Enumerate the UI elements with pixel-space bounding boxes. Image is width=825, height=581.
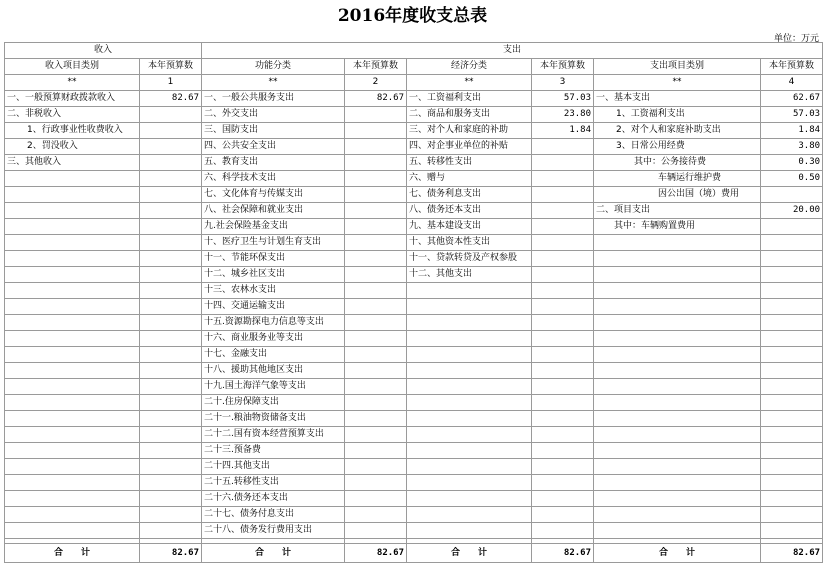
expense-value-cell: 3.80 (761, 139, 823, 155)
expense-category-cell (594, 491, 761, 507)
economic-category-cell: 四、对企事业单位的补贴 (407, 139, 532, 155)
functional-value-cell (345, 395, 407, 411)
table-row (5, 155, 823, 171)
expense-value-cell: 0.30 (761, 155, 823, 171)
table-row (5, 427, 823, 443)
code-cell: 3 (532, 75, 594, 91)
income-value-cell (140, 315, 202, 331)
expense-category-cell: 2、对个人和家庭补助支出 (594, 123, 761, 139)
table-row (5, 347, 823, 363)
table-row (5, 187, 823, 203)
income-category-cell (5, 347, 140, 363)
table-row (5, 251, 823, 267)
economic-value-cell (532, 171, 594, 187)
expense-category-cell: 其中：公务接待费 (594, 155, 761, 171)
functional-category-cell: 二十七、债务付息支出 (202, 507, 345, 523)
economic-category-cell (407, 331, 532, 347)
table-row (5, 267, 823, 283)
expense-value-cell (761, 299, 823, 315)
economic-category-cell (407, 459, 532, 475)
table-row (5, 507, 823, 523)
expense-value-cell: 1.84 (761, 123, 823, 139)
col-budget: 本年预算数 (345, 59, 407, 75)
income-value-cell (140, 123, 202, 139)
column-header-row (5, 59, 823, 75)
economic-category-cell (407, 347, 532, 363)
functional-category-cell: 二十.住房保障支出 (202, 395, 345, 411)
income-category-cell (5, 203, 140, 219)
income-value-cell (140, 219, 202, 235)
expense-value-cell (761, 427, 823, 443)
economic-value-cell (532, 203, 594, 219)
income-category-cell (5, 507, 140, 523)
functional-category-cell: 十八、援助其他地区支出 (202, 363, 345, 379)
total-value: 82.67 (345, 544, 407, 563)
code-cell: ** (202, 75, 345, 91)
functional-value-cell (345, 235, 407, 251)
table-row (5, 475, 823, 491)
economic-category-cell (407, 443, 532, 459)
economic-category-cell (407, 491, 532, 507)
functional-value-cell (345, 475, 407, 491)
expense-value-cell (761, 379, 823, 395)
table-row (5, 171, 823, 187)
expense-category-cell: 1、工资福利支出 (594, 107, 761, 123)
income-category-cell: 三、其他收入 (5, 155, 140, 171)
income-category-cell (5, 523, 140, 539)
expense-category-cell: 其中：车辆购置费用 (594, 219, 761, 235)
functional-value-cell (345, 107, 407, 123)
code-cell: ** (594, 75, 761, 91)
income-value-cell (140, 251, 202, 267)
economic-value-cell (532, 187, 594, 203)
expense-value-cell: 20.00 (761, 203, 823, 219)
economic-category-cell: 七、债务利息支出 (407, 187, 532, 203)
expense-category-cell (594, 251, 761, 267)
economic-value-cell (532, 523, 594, 539)
income-value-cell (140, 139, 202, 155)
functional-value-cell: 82.67 (345, 91, 407, 107)
income-category-cell (5, 299, 140, 315)
economic-value-cell (532, 443, 594, 459)
table-row (5, 299, 823, 315)
economic-value-cell (532, 299, 594, 315)
economic-category-cell: 十、其他资本性支出 (407, 235, 532, 251)
income-value-cell (140, 283, 202, 299)
expense-value-cell (761, 491, 823, 507)
page-title: 2016年度收支总表 (337, 6, 488, 26)
section-header-row (5, 43, 823, 59)
total-label: 合 计 (594, 544, 761, 563)
functional-category-cell: 二十二.国有资本经营预算支出 (202, 427, 345, 443)
table-row (5, 411, 823, 427)
expense-value-cell (761, 443, 823, 459)
economic-value-cell: 1.84 (532, 123, 594, 139)
expense-value-cell: 62.67 (761, 91, 823, 107)
economic-value-cell (532, 155, 594, 171)
income-value-cell (140, 363, 202, 379)
income-value-cell (140, 155, 202, 171)
economic-value-cell (532, 315, 594, 331)
functional-value-cell (345, 123, 407, 139)
table-row (5, 139, 823, 155)
table-row (5, 523, 823, 539)
income-category-cell (5, 315, 140, 331)
table-row (5, 219, 823, 235)
functional-category-cell: 十、医疗卫生与计划生育支出 (202, 235, 345, 251)
economic-category-cell: 三、对个人和家庭的补助 (407, 123, 532, 139)
income-value-cell (140, 235, 202, 251)
functional-value-cell (345, 459, 407, 475)
income-category-cell: 1、行政事业性收费收入 (5, 123, 140, 139)
functional-category-cell: 二、外交支出 (202, 107, 345, 123)
col-functional: 功能分类 (202, 59, 345, 75)
economic-category-cell (407, 475, 532, 491)
code-cell: ** (5, 75, 140, 91)
functional-value-cell (345, 491, 407, 507)
col-expense-category: 支出项目类别 (594, 59, 761, 75)
functional-value-cell (345, 427, 407, 443)
total-label: 合 计 (407, 544, 532, 563)
expense-value-cell (761, 267, 823, 283)
income-value-cell (140, 299, 202, 315)
functional-category-cell: 二十五.转移性支出 (202, 475, 345, 491)
income-category-cell (5, 235, 140, 251)
income-value-cell (140, 107, 202, 123)
expense-category-cell (594, 411, 761, 427)
table-row (5, 331, 823, 347)
functional-value-cell (345, 379, 407, 395)
table-row (5, 443, 823, 459)
col-income-category: 收入项目类别 (5, 59, 140, 75)
expense-value-cell (761, 411, 823, 427)
economic-value-cell (532, 475, 594, 491)
income-value-cell (140, 491, 202, 507)
economic-value-cell: 23.80 (532, 107, 594, 123)
expense-category-cell: 车辆运行维护费 (594, 171, 761, 187)
economic-category-cell: 六、赠与 (407, 171, 532, 187)
expense-category-cell (594, 347, 761, 363)
expense-value-cell (761, 459, 823, 475)
economic-value-cell (532, 267, 594, 283)
col-budget: 本年预算数 (761, 59, 823, 75)
income-category-cell: 二、非税收入 (5, 107, 140, 123)
expense-value-cell (761, 331, 823, 347)
total-row (5, 544, 823, 563)
income-category-cell (5, 491, 140, 507)
col-budget: 本年预算数 (140, 59, 202, 75)
expense-value-cell (761, 523, 823, 539)
functional-value-cell (345, 411, 407, 427)
functional-value-cell (345, 443, 407, 459)
economic-category-cell (407, 299, 532, 315)
table-row (5, 91, 823, 107)
functional-category-cell: 二十一.粮油物资储备支出 (202, 411, 345, 427)
income-value-cell (140, 411, 202, 427)
budget-table (4, 42, 823, 563)
total-label: 合 计 (202, 544, 345, 563)
expense-category-cell (594, 363, 761, 379)
income-category-cell (5, 187, 140, 203)
income-value-cell (140, 475, 202, 491)
table-row (5, 203, 823, 219)
economic-category-cell (407, 411, 532, 427)
economic-category-cell: 五、转移性支出 (407, 155, 532, 171)
expense-category-cell (594, 443, 761, 459)
expense-category-cell (594, 427, 761, 443)
economic-category-cell: 一、工资福利支出 (407, 91, 532, 107)
functional-category-cell: 四、公共安全支出 (202, 139, 345, 155)
expense-category-cell (594, 235, 761, 251)
expense-category-cell: 二、项目支出 (594, 203, 761, 219)
economic-category-cell: 十一、贷款转贷及产权参股 (407, 251, 532, 267)
expense-category-cell: 3、日常公用经费 (594, 139, 761, 155)
economic-category-cell: 八、债务还本支出 (407, 203, 532, 219)
income-category-cell (5, 443, 140, 459)
income-category-cell (5, 475, 140, 491)
income-category-cell (5, 283, 140, 299)
functional-category-cell: 十六、商业服务业等支出 (202, 331, 345, 347)
expense-value-cell (761, 235, 823, 251)
code-cell: 1 (140, 75, 202, 91)
expense-value-cell: 57.03 (761, 107, 823, 123)
income-section-header: 收入 (5, 43, 202, 59)
expense-value-cell (761, 283, 823, 299)
expense-category-cell (594, 475, 761, 491)
functional-category-cell: 六、科学技术支出 (202, 171, 345, 187)
functional-value-cell (345, 523, 407, 539)
table-row (5, 315, 823, 331)
table-row (5, 107, 823, 123)
income-value-cell: 82.67 (140, 91, 202, 107)
functional-category-cell: 十五.资源勘探电力信息等支出 (202, 315, 345, 331)
functional-value-cell (345, 219, 407, 235)
expense-category-cell (594, 379, 761, 395)
table-row (5, 283, 823, 299)
table-row (5, 395, 823, 411)
functional-value-cell (345, 283, 407, 299)
expense-category-cell (594, 283, 761, 299)
functional-value-cell (345, 155, 407, 171)
expense-category-cell: 因公出国（境）费用 (594, 187, 761, 203)
col-economic: 经济分类 (407, 59, 532, 75)
expense-value-cell (761, 187, 823, 203)
functional-value-cell (345, 331, 407, 347)
income-value-cell (140, 523, 202, 539)
functional-value-cell (345, 299, 407, 315)
economic-category-cell (407, 315, 532, 331)
functional-category-cell: 十一、节能环保支出 (202, 251, 345, 267)
income-value-cell (140, 347, 202, 363)
functional-category-cell: 十二、城乡社区支出 (202, 267, 345, 283)
economic-category-cell (407, 395, 532, 411)
expense-value-cell (761, 475, 823, 491)
functional-value-cell (345, 347, 407, 363)
income-category-cell (5, 267, 140, 283)
code-cell: 2 (345, 75, 407, 91)
functional-value-cell (345, 139, 407, 155)
table-row (5, 363, 823, 379)
economic-category-cell (407, 523, 532, 539)
economic-value-cell (532, 251, 594, 267)
income-category-cell (5, 411, 140, 427)
expense-category-cell (594, 507, 761, 523)
expense-value-cell (761, 507, 823, 523)
functional-category-cell: 十九.国土海洋气象等支出 (202, 379, 345, 395)
expense-value-cell (761, 315, 823, 331)
functional-category-cell: 二十三.预备费 (202, 443, 345, 459)
economic-category-cell: 九、基本建设支出 (407, 219, 532, 235)
income-value-cell (140, 443, 202, 459)
functional-value-cell (345, 187, 407, 203)
functional-value-cell (345, 203, 407, 219)
income-value-cell (140, 331, 202, 347)
income-value-cell (140, 379, 202, 395)
economic-value-cell: 57.03 (532, 91, 594, 107)
expense-category-cell: 一、基本支出 (594, 91, 761, 107)
functional-category-cell: 三、国防支出 (202, 123, 345, 139)
total-label: 合 计 (5, 544, 140, 563)
functional-category-cell: 二十八、债务发行费用支出 (202, 523, 345, 539)
expense-value-cell (761, 363, 823, 379)
table-row (5, 235, 823, 251)
economic-value-cell (532, 347, 594, 363)
expense-category-cell (594, 267, 761, 283)
economic-value-cell (532, 411, 594, 427)
code-cell: 4 (761, 75, 823, 91)
functional-value-cell (345, 267, 407, 283)
income-category-cell (5, 171, 140, 187)
total-value: 82.67 (761, 544, 823, 563)
functional-category-cell: 五、教育支出 (202, 155, 345, 171)
income-category-cell: 2、罚没收入 (5, 139, 140, 155)
functional-category-cell: 二十六.债务还本支出 (202, 491, 345, 507)
income-value-cell (140, 459, 202, 475)
economic-value-cell (532, 283, 594, 299)
expense-value-cell (761, 395, 823, 411)
expense-value-cell (761, 347, 823, 363)
income-category-cell (5, 219, 140, 235)
functional-value-cell (345, 251, 407, 267)
functional-value-cell (345, 363, 407, 379)
economic-value-cell (532, 507, 594, 523)
expense-category-cell (594, 395, 761, 411)
income-category-cell (5, 331, 140, 347)
economic-category-cell (407, 427, 532, 443)
functional-category-cell: 十七、金融支出 (202, 347, 345, 363)
economic-category-cell: 二、商品和服务支出 (407, 107, 532, 123)
income-value-cell (140, 203, 202, 219)
expense-category-cell (594, 331, 761, 347)
income-value-cell (140, 395, 202, 411)
expense-section-header: 支出 (202, 43, 823, 59)
functional-value-cell (345, 315, 407, 331)
unit-label: 单位：万元 (773, 34, 819, 44)
functional-category-cell: 二十四.其他支出 (202, 459, 345, 475)
economic-value-cell (532, 331, 594, 347)
expense-category-cell (594, 459, 761, 475)
income-category-cell: 一、一般预算财政拨款收入 (5, 91, 140, 107)
economic-category-cell: 十二、其他支出 (407, 267, 532, 283)
income-value-cell (140, 507, 202, 523)
economic-value-cell (532, 379, 594, 395)
economic-category-cell (407, 283, 532, 299)
income-value-cell (140, 267, 202, 283)
table-row (5, 379, 823, 395)
table-row (5, 459, 823, 475)
economic-value-cell (532, 459, 594, 475)
code-cell: ** (407, 75, 532, 91)
income-value-cell (140, 187, 202, 203)
income-category-cell (5, 251, 140, 267)
functional-category-cell: 十四、交通运输支出 (202, 299, 345, 315)
functional-value-cell (345, 507, 407, 523)
economic-category-cell (407, 507, 532, 523)
economic-value-cell (532, 219, 594, 235)
economic-value-cell (532, 427, 594, 443)
code-row (5, 75, 823, 91)
expense-value-cell (761, 219, 823, 235)
income-category-cell (5, 379, 140, 395)
table-row (5, 123, 823, 139)
economic-value-cell (532, 395, 594, 411)
expense-category-cell (594, 315, 761, 331)
functional-category-cell: 九.社会保险基金支出 (202, 219, 345, 235)
expense-value-cell (761, 251, 823, 267)
total-value: 82.67 (140, 544, 202, 563)
economic-category-cell (407, 363, 532, 379)
functional-category-cell: 一、一般公共服务支出 (202, 91, 345, 107)
economic-value-cell (532, 235, 594, 251)
col-budget: 本年预算数 (532, 59, 594, 75)
income-category-cell (5, 395, 140, 411)
total-value: 82.67 (532, 544, 594, 563)
income-value-cell (140, 171, 202, 187)
expense-category-cell (594, 523, 761, 539)
economic-value-cell (532, 491, 594, 507)
functional-value-cell (345, 171, 407, 187)
functional-category-cell: 七、文化体育与传媒支出 (202, 187, 345, 203)
income-value-cell (140, 427, 202, 443)
economic-value-cell (532, 363, 594, 379)
income-category-cell (5, 459, 140, 475)
economic-value-cell (532, 139, 594, 155)
table-row (5, 491, 823, 507)
income-category-cell (5, 363, 140, 379)
functional-category-cell: 八、社会保障和就业支出 (202, 203, 345, 219)
expense-value-cell: 0.50 (761, 171, 823, 187)
economic-category-cell (407, 379, 532, 395)
expense-category-cell (594, 299, 761, 315)
functional-category-cell: 十三、农林水支出 (202, 283, 345, 299)
income-category-cell (5, 427, 140, 443)
